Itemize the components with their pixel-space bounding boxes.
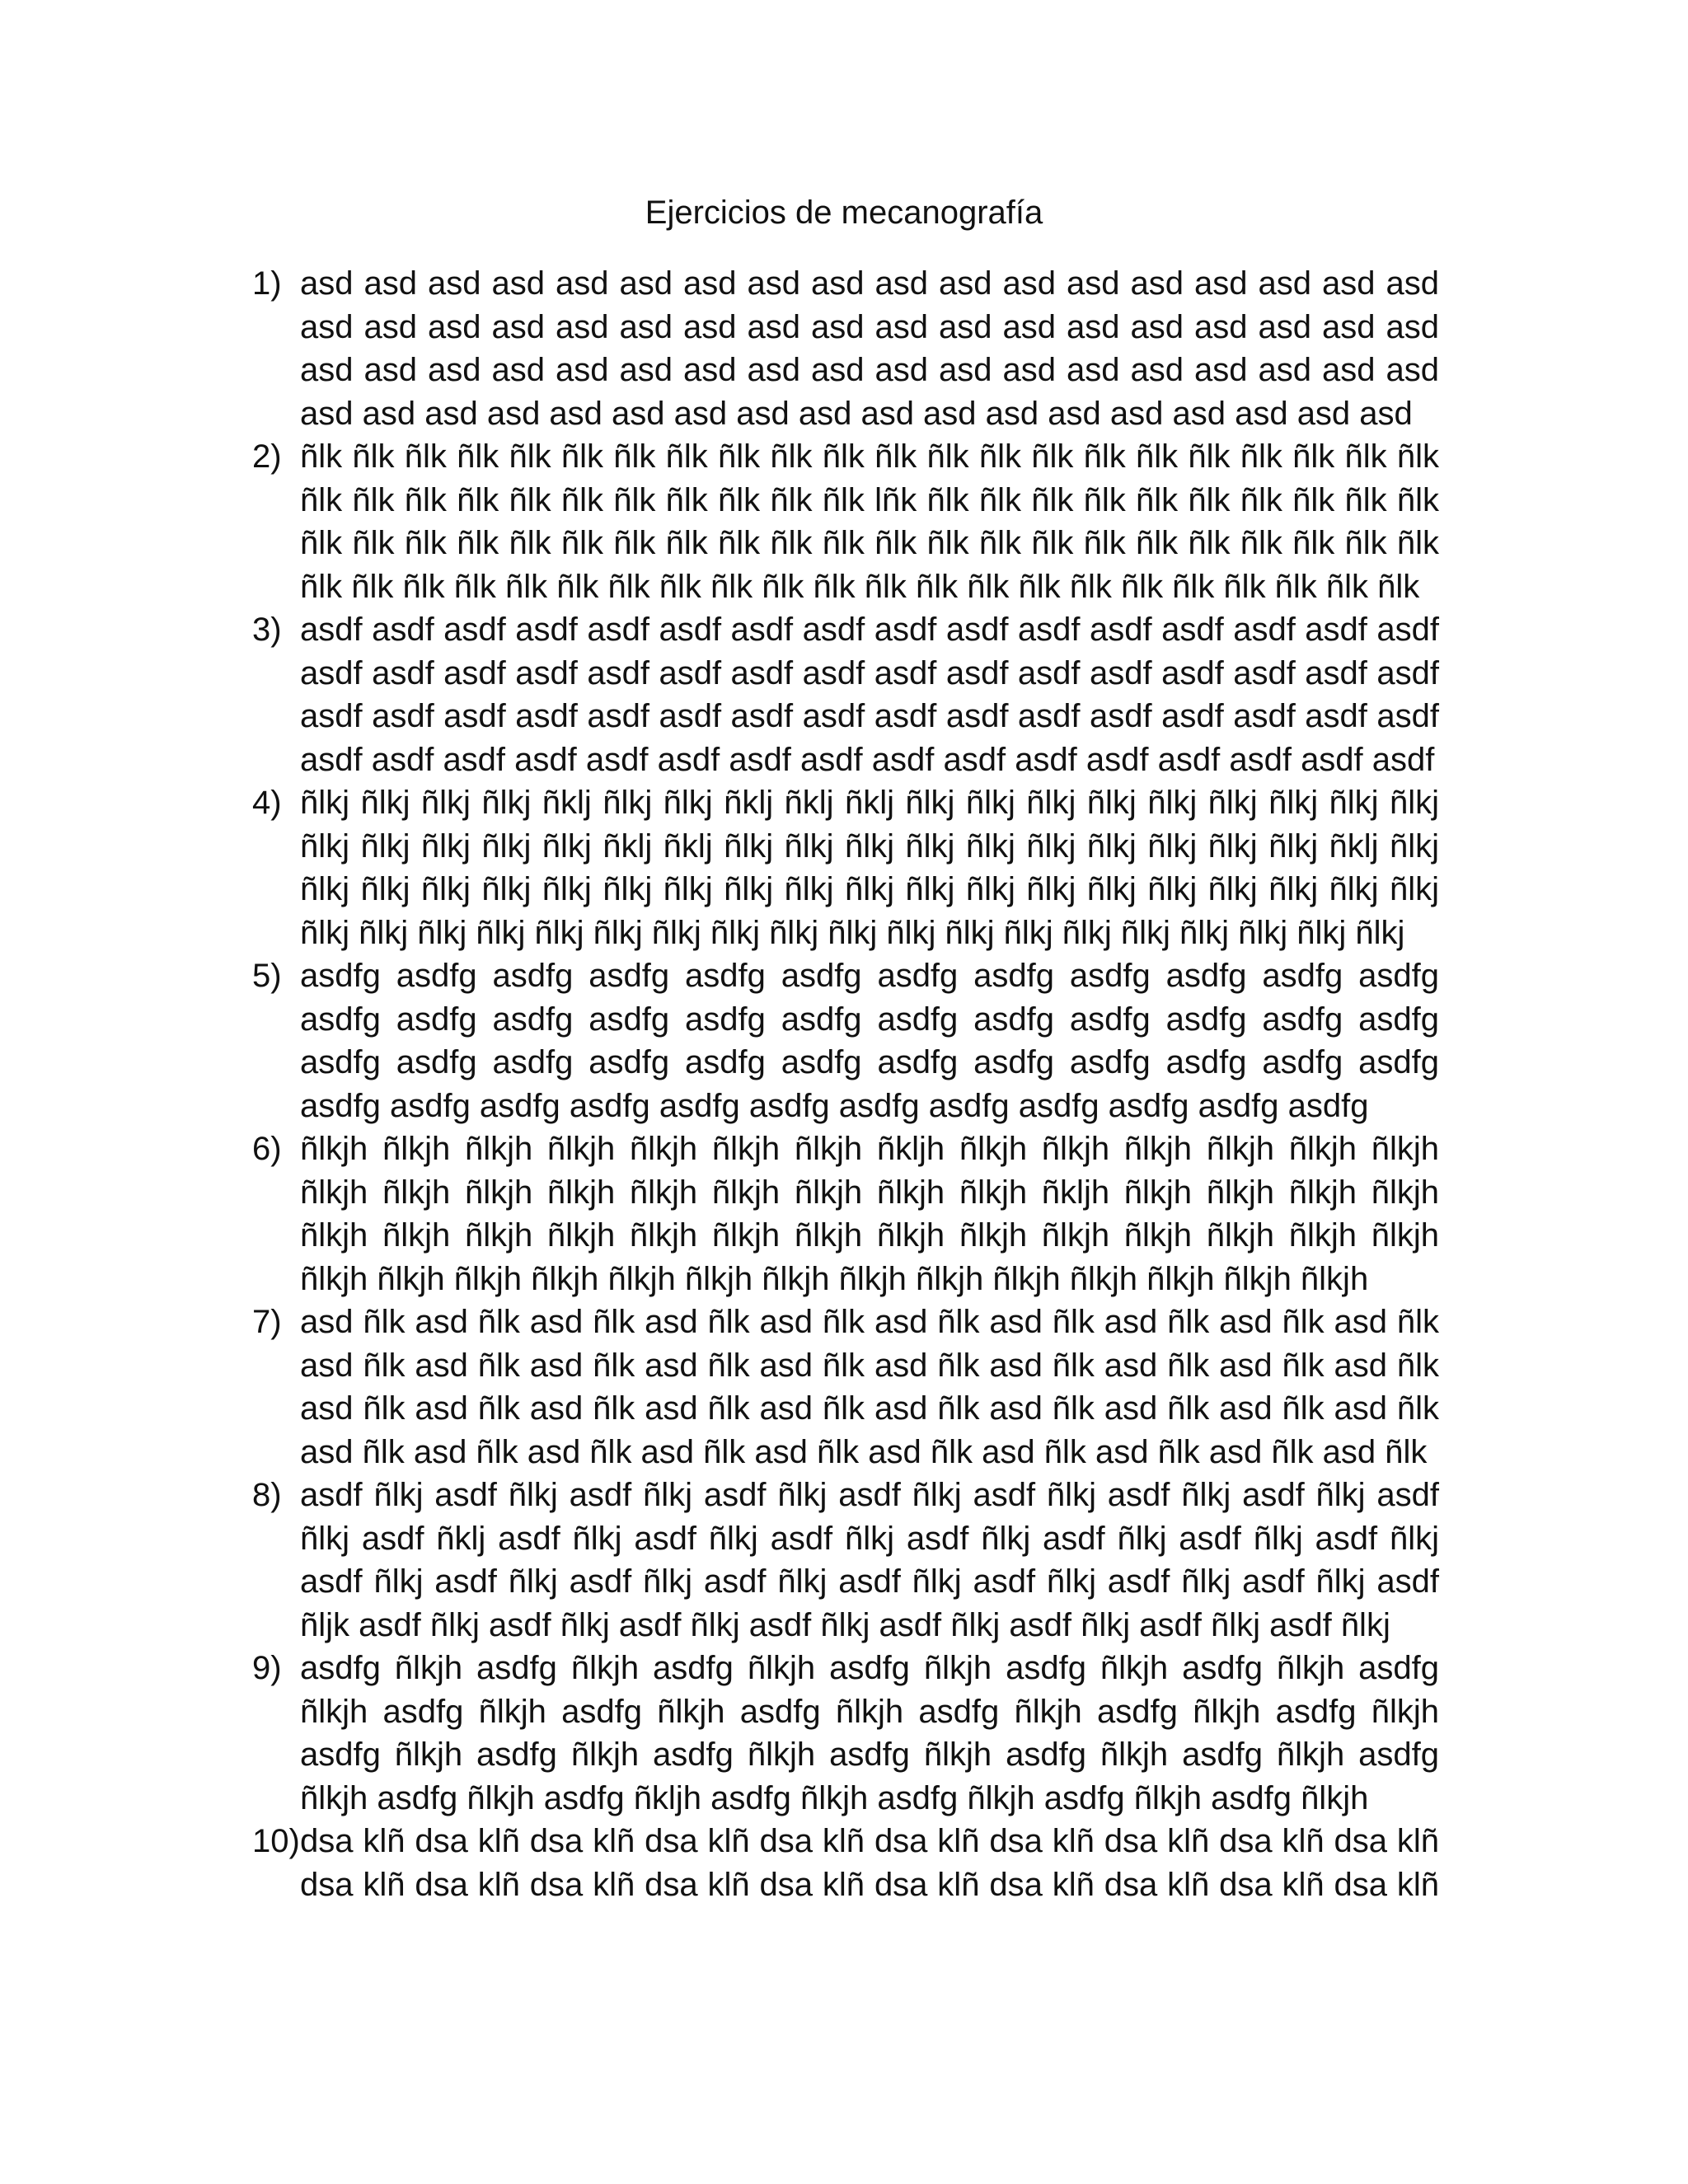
- page-title: Ejercicios de mecanografía: [645, 194, 1043, 231]
- exercise-number: 1): [252, 265, 282, 302]
- exercise-line: ñlkjh ñlkjh ñlkjh ñlkjh ñlkjh ñlkjh ñlkjh ñlkjh ñlkjh ñlkjh ñlkjh ñlkjh ñlkjh ñlkjh: [300, 1217, 1439, 1254]
- exercise-line: ñlkjh ñlkjh ñlkjh ñlkjh ñlkjh ñlkjh ñlkjh ñkljh ñlkjh ñlkjh ñlkjh ñlkjh ñlkjh ñlkjh: [300, 1131, 1439, 1167]
- exercise-5: [252, 954, 1439, 1127]
- exercise-line: ñlkj ñlkj ñlkj ñlkj ñlkj ñlkj ñlkj ñlkj ñlkj ñlkj ñlkj ñlkj ñlkj ñlkj ñlkj ñlkj ñlkj ñlkj ñlkj: [300, 871, 1439, 907]
- exercise-number: 3): [252, 612, 282, 648]
- exercise-line: ñlkjh ñlkjh ñlkjh ñlkjh ñlkjh ñlkjh ñlkjh ñlkjh ñlkjh ñlkjh ñlkjh ñlkjh ñlkjh ñlkjh: [300, 1260, 1369, 1297]
- exercise-line: ñlk ñlk ñlk ñlk ñlk ñlk ñlk ñlk ñlk ñlk ñlk ñlk ñlk ñlk ñlk ñlk ñlk ñlk ñlk ñlk ñlk ñlk: [300, 438, 1439, 475]
- exercise-line: ñlkj ñlkj ñlkj ñlkj ñklj ñlkj ñlkj ñklj ñklj ñklj ñlkj ñlkj ñlkj ñlkj ñlkj ñlkj ñlkj ñlkj ñlkj: [300, 785, 1439, 821]
- exercise-line: asd ñlk asd ñlk asd ñlk asd ñlk asd ñlk asd ñlk asd ñlk asd ñlk asd ñlk asd ñlk: [300, 1390, 1439, 1427]
- exercise-number: 6): [252, 1131, 282, 1167]
- exercise-line: dsa klñ dsa klñ dsa klñ dsa klñ dsa klñ dsa klñ dsa klñ dsa klñ dsa klñ dsa klñ: [300, 1823, 1439, 1859]
- exercise-number: 2): [252, 438, 282, 475]
- exercise-7: [252, 1301, 1439, 1474]
- exercise-line: asdf ñlkj asdf ñlkj asdf ñlkj asdf ñlkj asdf ñlkj asdf ñlkj asdf ñlkj asdf ñlkj asdf: [300, 1477, 1439, 1513]
- exercise-number: 4): [252, 785, 282, 821]
- exercise-1: [252, 262, 1439, 435]
- exercise-4: [252, 781, 1439, 954]
- exercise-8: [252, 1474, 1439, 1647]
- exercise-line: ñljk asdf ñlkj asdf ñlkj asdf ñlkj asdf ñlkj asdf ñlkj asdf ñlkj asdf ñlkj asdf ñlkj: [300, 1606, 1390, 1643]
- exercise-line: dsa klñ dsa klñ dsa klñ dsa klñ dsa klñ dsa klñ dsa klñ dsa klñ dsa klñ dsa klñ: [300, 1866, 1439, 1903]
- exercise-line: ñlkjh ñlkjh ñlkjh ñlkjh ñlkjh ñlkjh ñlkjh ñlkjh ñlkjh ñkljh ñlkjh ñlkjh ñlkjh ñlkjh: [300, 1174, 1439, 1211]
- exercise-line: asdf asdf asdf asdf asdf asdf asdf asdf asdf asdf asdf asdf asdf asdf asdf asdf: [300, 612, 1439, 648]
- exercise-line: asdfg ñlkjh asdfg ñlkjh asdfg ñlkjh asdfg ñlkjh asdfg ñlkjh asdfg ñlkjh asdfg: [300, 1650, 1439, 1686]
- exercise-line: asd asd asd asd asd asd asd asd asd asd asd asd asd asd asd asd asd asd: [300, 308, 1439, 345]
- exercise-line: ñlkjh asdfg ñlkjh asdfg ñkljh asdfg ñlkjh asdfg ñlkjh asdfg ñlkjh asdfg ñlkjh: [300, 1779, 1369, 1816]
- exercise-line: ñlk ñlk ñlk ñlk ñlk ñlk ñlk ñlk ñlk ñlk ñlk lñk ñlk ñlk ñlk ñlk ñlk ñlk ñlk ñlk ñlk ñlk: [300, 481, 1439, 518]
- exercise-number: 10): [252, 1823, 300, 1859]
- exercise-number: 7): [252, 1304, 282, 1340]
- exercise-number: 9): [252, 1650, 282, 1686]
- exercise-3: [252, 608, 1439, 781]
- exercise-line: asdfg asdfg asdfg asdfg asdfg asdfg asdfg asdfg asdfg asdfg asdfg asdfg: [300, 1001, 1439, 1038]
- exercise-line: asdf asdf asdf asdf asdf asdf asdf asdf asdf asdf asdf asdf asdf asdf asdf asdf: [300, 741, 1435, 778]
- exercise-line: asdfg asdfg asdfg asdfg asdfg asdfg asdfg asdfg asdfg asdfg asdfg asdfg: [300, 958, 1439, 994]
- exercise-line: ñlk ñlk ñlk ñlk ñlk ñlk ñlk ñlk ñlk ñlk ñlk ñlk ñlk ñlk ñlk ñlk ñlk ñlk ñlk ñlk ñlk ñlk: [300, 525, 1439, 561]
- exercise-9: [252, 1647, 1439, 1820]
- exercise-6: [252, 1127, 1439, 1301]
- exercise-line: ñlk ñlk ñlk ñlk ñlk ñlk ñlk ñlk ñlk ñlk ñlk ñlk ñlk ñlk ñlk ñlk ñlk ñlk ñlk ñlk ñlk ñlk: [300, 568, 1420, 605]
- exercise-line: asdf ñlkj asdf ñlkj asdf ñlkj asdf ñlkj asdf ñlkj asdf ñlkj asdf ñlkj asdf ñlkj asdf: [300, 1563, 1439, 1600]
- exercise-number: 8): [252, 1477, 282, 1513]
- exercise-line: ñlkj ñlkj ñlkj ñlkj ñlkj ñlkj ñlkj ñlkj ñlkj ñlkj ñlkj ñlkj ñlkj ñlkj ñlkj ñlkj ñlkj ñlkj ñlkj: [300, 914, 1405, 951]
- exercise-line: ñlkj ñlkj ñlkj ñlkj ñlkj ñklj ñklj ñlkj ñlkj ñlkj ñlkj ñlkj ñlkj ñlkj ñlkj ñlkj ñlkj ñklj ñlkj: [300, 827, 1439, 865]
- exercise-line: asd asd asd asd asd asd asd asd asd asd asd asd asd asd asd asd asd asd: [300, 265, 1439, 302]
- exercise-line: asdf asdf asdf asdf asdf asdf asdf asdf asdf asdf asdf asdf asdf asdf asdf asdf: [300, 698, 1439, 734]
- exercise-list: [252, 262, 1439, 1906]
- exercise-line: asd ñlk asd ñlk asd ñlk asd ñlk asd ñlk asd ñlk asd ñlk asd ñlk asd ñlk asd ñlk: [300, 1433, 1428, 1470]
- exercise-line: asd ñlk asd ñlk asd ñlk asd ñlk asd ñlk asd ñlk asd ñlk asd ñlk asd ñlk asd ñlk: [300, 1304, 1439, 1340]
- exercise-line: ñlkj asdf ñklj asdf ñlkj asdf ñlkj asdf ñlkj asdf ñlkj asdf ñlkj asdf ñlkj asdf ñlkj: [300, 1520, 1439, 1557]
- exercise-10: [252, 1820, 1439, 1906]
- exercise-number: 5): [252, 958, 282, 994]
- exercise-line: asdfg ñlkjh asdfg ñlkjh asdfg ñlkjh asdfg ñlkjh asdfg ñlkjh asdfg ñlkjh asdfg: [300, 1736, 1439, 1773]
- exercise-line: asd asd asd asd asd asd asd asd asd asd asd asd asd asd asd asd asd asd: [300, 352, 1439, 388]
- exercise-line: asdfg asdfg asdfg asdfg asdfg asdfg asdfg asdfg asdfg asdfg asdfg asdfg: [300, 1087, 1369, 1124]
- exercise-line: asdf asdf asdf asdf asdf asdf asdf asdf asdf asdf asdf asdf asdf asdf asdf asdf: [300, 654, 1439, 691]
- exercise-line: asd ñlk asd ñlk asd ñlk asd ñlk asd ñlk asd ñlk asd ñlk asd ñlk asd ñlk asd ñlk: [300, 1347, 1439, 1384]
- exercise-2: [252, 435, 1439, 608]
- exercise-line: ñlkjh asdfg ñlkjh asdfg ñlkjh asdfg ñlkjh asdfg ñlkjh asdfg ñlkjh asdfg ñlkjh: [300, 1693, 1439, 1730]
- exercise-line: asd asd asd asd asd asd asd asd asd asd asd asd asd asd asd asd asd asd: [300, 395, 1413, 432]
- exercise-line: asdfg asdfg asdfg asdfg asdfg asdfg asdfg asdfg asdfg asdfg asdfg asdfg: [300, 1044, 1439, 1080]
